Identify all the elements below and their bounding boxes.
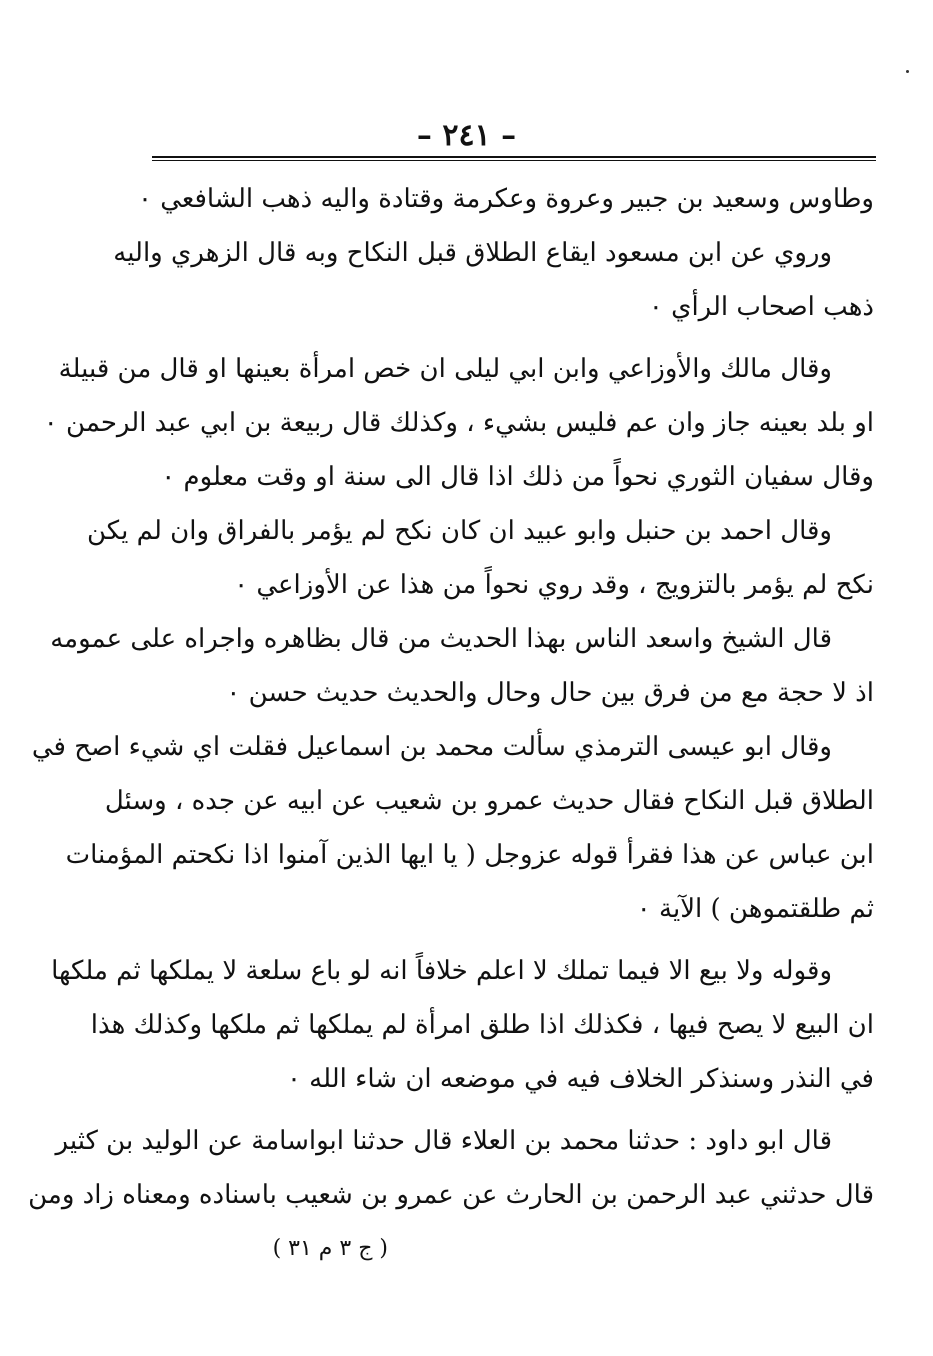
paragraph-2 <box>113 226 874 334</box>
text-line: ابن عباس عن هذا فقرأ قوله عزوجل ( يا ايها الذين آمنوا اذا نكحتم المؤمنات <box>65 840 874 870</box>
body-text <box>28 172 874 1222</box>
paragraph-gap <box>160 1106 874 1114</box>
paragraph-4 <box>87 504 874 612</box>
signature-mark: ( ج ٣ م ٣١ ) <box>272 1236 388 1261</box>
text-line: قال الشيخ واسعد الناس بهذا الحديث من قال بظاهره واجراه على عمومه <box>50 624 832 654</box>
paragraph-3 <box>43 342 874 504</box>
paragraph-7 <box>51 944 874 1106</box>
paragraph-8 <box>28 1114 874 1222</box>
paragraph-6 <box>31 720 874 936</box>
text-line: وقال ابو عيسى الترمذي سألت محمد بن اسماعيل فقلت اي شيء اصح في <box>31 732 832 762</box>
paragraph-gap <box>160 936 874 944</box>
text-line: قال حدثني عبد الرحمن بن الحارث عن عمرو بن شعيب باسناده ومعناه زاد ومن <box>28 1180 874 1210</box>
text-line: ثم طلقتموهن ) الآية ٠ <box>636 894 874 924</box>
text-line: ان البيع لا يصح فيها ، فكذلك اذا طلق امرأة لم يملكها ثم ملكها وكذلك هذا <box>90 1010 874 1040</box>
text-line: وقال سفيان الثوري نحواً من ذلك اذا قال الى سنة او وقت معلوم ٠ <box>161 462 874 492</box>
text-line: او بلد بعينه جاز وان عم فليس بشيء ، وكذلك قال ربيعة بن ابي عبد الرحمن ٠ <box>43 408 874 438</box>
text-line: قال ابو داود : حدثنا محمد بن العلاء قال حدثنا ابواسامة عن الوليد بن كثير <box>55 1126 832 1156</box>
text-line: اذ لا حجة مع من فرق بين حال وحال والحديث حديث حسن ٠ <box>226 678 874 708</box>
text-line: في النذر وسنذكر الخلاف فيه في موضعه ان شاء الله ٠ <box>286 1064 874 1094</box>
text-line: وطاوس وسعيد بن جبير وعروة وعكرمة وقتادة واليه ذهب الشافعي ٠ <box>138 184 874 214</box>
text-line: وقال احمد بن حنبل وابو عبيد ان كان نكح لم يؤمر بالفراق وان لم يكن <box>87 516 832 546</box>
text-line: نكح لم يؤمر بالتزويج ، وقد روي نحواً من هذا عن الأوزاعي ٠ <box>234 570 874 600</box>
text-line: وروي عن ابن مسعود ايقاع الطلاق قبل النكاح وبه قال الزهري واليه <box>113 238 832 268</box>
text-line: وقال مالك والأوزاعي وابن ابي ليلى ان خص امرأة بعينها او قال من قبيلة <box>58 354 832 384</box>
paragraph-5 <box>50 612 874 720</box>
scan-speck <box>906 70 909 73</box>
page-number: – ٢٤١ – <box>416 118 517 153</box>
text-line: وقوله ولا بيع الا فيما تملك لا اعلم خلافاً انه لو باع سلعة لا يملكها ثم ملكها <box>51 956 832 986</box>
paragraph-gap <box>160 334 874 342</box>
text-line: الطلاق قبل النكاح فقال حديث عمرو بن شعيب عن ابيه عن جده ، وسئل <box>104 786 874 816</box>
paragraph-1 <box>138 172 874 226</box>
text-line: ذهب اصحاب الرأي ٠ <box>648 292 874 322</box>
header-rule <box>152 156 876 161</box>
